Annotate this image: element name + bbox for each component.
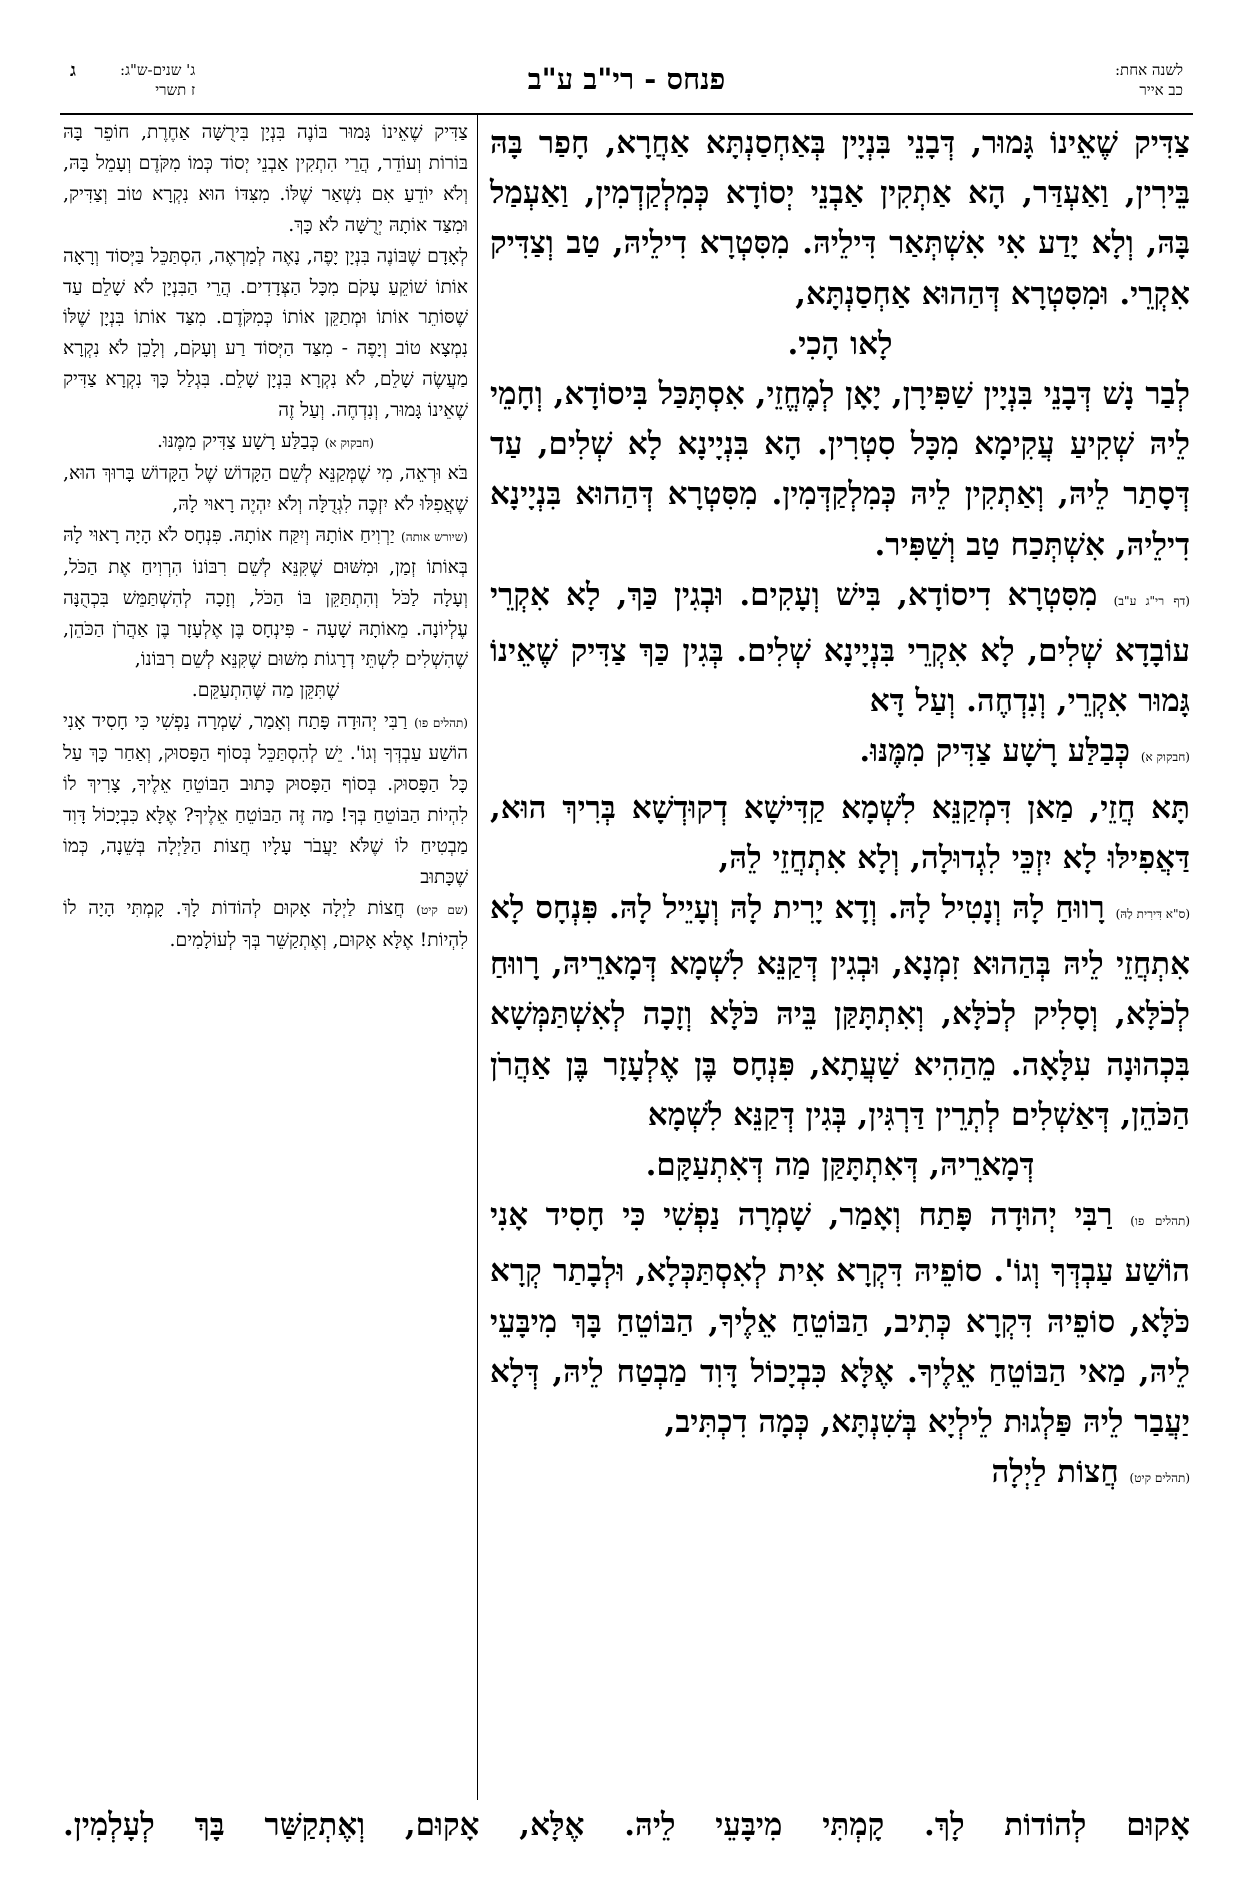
- hebrew-text: חֲצוֹת לַיְלָה אָקוּם לְהוֹדוֹת לָךְ. קָמְתִּי הָיָה לוֹ לִהְיוֹת! אֶלָּא אָקוּם, וְאֶתְקַשֵּׁר בְּךָ לְעוֹלָמִים.: [63, 897, 468, 951]
- header-left-line2: ז תשרי: [155, 81, 196, 99]
- aramaic-paragraph: [490, 1447, 1190, 1503]
- hebrew-text: כְּבַלַּע רָשָׁע צַדִּיק מִמֶּנּוּ.: [157, 431, 319, 453]
- page-title: פנחס - רי"ב ע"ב: [527, 62, 726, 96]
- aramaic-text: חֲצוֹת לַיְלָה: [991, 1454, 1119, 1491]
- hebrew-paragraph: [63, 676, 468, 707]
- header-left-line1: ג' שנים-ש"ג:: [120, 61, 196, 79]
- aramaic-text: צַדִּיק שֶׁאֵינוֹ גָּמוּר, דְּבָנֵי בִּנְיָין בְּאַחְסַנְתָּא אַחֲרָא, חָפַר בָּהּ בֵּירִין, וַאַעְדַּר, הָא אַתְקִין אַבְנֵי יְסוֹדָא כְּמִלְקַדְמִין, וַאַעְמַל בָּהּ, וְלָא יָדַע אִי אִשְׁתְּאַר דִּילֵיהּ. מִסִּטְרָא דִילֵיהּ, טַב וְצַדִּיק אִקְרֵי. וּמִסִּטְרָא דְּהַהוּא אַחְסַנְתָּא,: [490, 125, 1191, 312]
- aramaic-paragraph: [490, 570, 1190, 727]
- aramaic-paragraph: [490, 1190, 1190, 1447]
- aramaic-text: דְּמָארֵיהּ, דְּאִתְתָּקַּן מַה דְּאִתְעַקָּם.: [645, 1147, 1035, 1184]
- header-rule: [60, 113, 1193, 115]
- source-reference: (תהלים קיט): [1129, 1471, 1190, 1486]
- hebrew-translation-column: [63, 118, 468, 956]
- hebrew-text: שֶׁתִּקֵּן מַה שֶּׁהִתְעַקֵּם.: [191, 680, 340, 702]
- hebrew-text: צַדִּיק שֶׁאֵינוֹ גָּמוּר בּוֹנֶה בִּנְיָן בִּירֻשָּׁה אַחֶרֶת, חוֹפֵר בָּהּ בּוֹרוֹת וְעוֹדֵר, הֲרֵי הִתְקִין אַבְנֵי יְסוֹד כְּמוֹ מִקֹּדֶם וְעָמֵל בָּהּ, וְלֹא יוֹדֵעַ אִם נִשְׁאַר שֶׁלּוֹ. מִצִּדּוֹ הוּא נִקְרָא טוֹב וְצַדִּיק, וּמִצַּד אוֹתָהּ יְרֻשָּׁה לֹא כָּךְ.: [63, 122, 468, 236]
- hebrew-text: לְאָדָם שֶׁבּוֹנֶה בִּנְיָן יָפֶה, נָאֶה לְמַרְאֶה, הִסְתַּכֵּל בַּיְּסוֹד וְרָאָה אוֹתוֹ שׁוֹקֵעַ עָקֹם מִכָּל הַצְּדָדִים. הֲרֵי הַבִּנְיָן לֹא שָׁלֵם עַד שֶׁסּוֹתֵר אוֹתוֹ וּמְתַקֵּן אוֹתוֹ כְּמִקֹּדֶם. מִצַּד אוֹתוֹ בִּנְיָן שֶׁלּוֹ נִמְצָא טוֹב וְיָפֶה - מִצַּד הַיְּסוֹד רַע וְעָקֹם, וְלָכֵן לֹא נִקְרָא מַעֲשֶׂה שָׁלֵם, לֹא נִקְרָא בִּנְיָן שָׁלֵם. בִּגְלַל כָּךְ נִקְרָא צַדִּיק שֶׁאֵינוֹ גָּמוּר, וְנִדְחֶה. וְעַל זֶה: [63, 245, 468, 422]
- page-header: [70, 60, 1183, 108]
- source-reference: (חבקוק א): [324, 436, 374, 451]
- source-reference: (שם קיט): [416, 902, 469, 917]
- hebrew-paragraph: [63, 427, 468, 459]
- source-reference: (דף רי"ג ע"ב): [1113, 593, 1190, 608]
- aramaic-text: רָווּחַ לָהּ וְנָטִיל לָהּ. וְדָא יָרִית לָהּ וְעָיֵיל לָהּ. פִּנְחָס לָא אִתְחֲזֵי לֵיהּ בְּהַהוּא זִמְנָא, וּבְגִין דְּקַנֵּא לִשְׁמָא דְּמָארֵיהּ, רָווּחַ לְכֹלָּא, וְסָלִיק לְכֹלָּא, וְאִתְתָּקַּן בֵּיהּ כֹּלָּא וְזָכָה לְאִשְׁתַּמְּשָׁא בִּכְהוּנָה עִלָּאָה. מֵהַהִיא שַׁעֲתָא, פִּנְחָס בֶּן אֶלְעָזָר בֶּן אַהֲרֹן הַכֹּהֵן, דְּאַשְׁלִים לְתְרֵין דַּרְגִּין, בְּגִין דְּקַנֵּא לִשְׁמָא: [490, 890, 1190, 1133]
- column-divider: [477, 115, 478, 1800]
- aramaic-paragraph: [490, 118, 1190, 319]
- header-left: [120, 60, 195, 100]
- aramaic-paragraph: [490, 319, 1190, 369]
- aramaic-paragraph: [490, 726, 1190, 782]
- hebrew-text: בֹּא וּרְאֵה, מִי שֶׁמְּקַנֵּא לְשֵׁם הַקָּדוֹשׁ שֶׁל הַקָּדוֹשׁ בָּרוּךְ הוּא, שֶׁאֲפִלּוּ לֹא יִזְכֶּה לִגְדֻלָּה וְלֹא יִהְיֶה רָאוּי לָהּ,: [63, 462, 468, 515]
- header-right-line1: לשנה אחת:: [1115, 61, 1183, 79]
- hebrew-paragraph: [63, 242, 468, 427]
- aramaic-paragraph: [490, 369, 1190, 570]
- aramaic-paragraph: [490, 1140, 1190, 1190]
- header-right-line2: כב אייר: [1139, 81, 1183, 99]
- aramaic-text: תָּא חֲזֵי, מַאן דִּמְקַנֵּא לִשְׁמָא קַדִּישָׁא דְקוּדְשָׁא בְּרִיךְ הוּא, דַּאֲפִילּוּ לָא יִזְכֵּי לִגְדוּלָה, וְלָא אִתְחֲזֵי לֵהּ,: [490, 789, 1190, 876]
- hebrew-paragraph: [63, 459, 468, 521]
- hebrew-text: יַרְוִיחַ אוֹתָהּ וְיִקַּח אוֹתָהּ. פִּנְחָס לֹא הָיָה רָאוּי לָהּ בְּאוֹתוֹ זְמַן, וּמִשּׁוּם שֶׁקִּנֵּא לְשֵׁם רִבּוֹנוֹ הִרְוִיחַ אֶת הַכֹּל, וְעָלָה לַכֹּל וְהִתְתַּקֵּן בּוֹ הַכֹּל, וְזָכָה לְהִשְׁתַּמֵּשׁ בִּכְהֻנָּה עֶלְיוֹנָה. מֵאוֹתָהּ שָׁעָה - פִּינְחָס בֶּן אֶלְעָזָר בֶּן אַהֲרֹן הַכֹּהֵן, שֶׁהִשְׁלִים לִשְׁתֵּי דְרָגוֹת מִשּׁוּם שֶׁקִּנֵּא לְשֵׁם רִבּוֹנוֹ,: [63, 524, 468, 671]
- source-reference: (חבקוק א): [1140, 750, 1190, 765]
- hebrew-paragraph: [63, 118, 468, 242]
- hebrew-text: רַבִּי יְהוּדָה פָּתַח וְאָמַר, שָׁמְרָה נַפְשִׁי כִּי חָסִיד אָנִי הוֹשַׁע עַבְדְּךָ וְגוֹ'. יֵשׁ לְהִסְתַּכֵּל בְּסוֹף הַפָּסוּק, וְאַחַר כָּךְ עַל כָּל הַפָּסוּק. בְּסוֹף הַפָּסוּק כָּתוּב הַבּוֹטֵחַ אֵלֶיךָ, צָרִיךְ לוֹ לִהְיוֹת הַבּוֹטֵחַ בְּךָ! מַה זֶּה הַבּוֹטֵחַ אֵלֶיךָ? אֶלָּא כִּבְיָכוֹל דָּוִד מַבְטִיחַ לוֹ שֶׁלֹּא יַעֲבֹר עָלָיו חֲצוֹת הַלַּיְלָה בְּשֵׁנָה, כְּמוֹ שֶׁכָּתוּב: [63, 711, 468, 888]
- aramaic-paragraph: [490, 783, 1190, 883]
- hebrew-paragraph: [63, 521, 468, 677]
- aramaic-text: לָאו הָכִי.: [787, 325, 893, 362]
- source-reference: (שיורש אותה): [401, 529, 468, 544]
- aramaic-text: רַבִּי יְהוּדָה פָּתַח וְאָמַר, שָׁמְרָה נַפְשִׁי כִּי חָסִיד אָנִי הוֹשַׁע עַבְדְּךָ וְגוֹ'. סוֹפֵיהּ דִּקְרָא אִית לְאִסְתַּכְּלָא, וּלְבָתַר קְרָא כֹּלָּא, סוֹפֵיהּ דִּקְרָא כְּתִיב, הַבּוֹטֵחַ אֵלֶיךָ, הַבּוֹטֵחַ בָּךְ מִיבָּעֵי לֵיהּ, מַאי הַבּוֹטֵחַ אֵלֶיךָ. אֶלָּא כִּבְיָכוֹל דָּוִד מַבְטַח לֵיהּ, דְּלָא יַעֲבַר לֵיהּ פַּלְגוּת לֵילְיָא בְּשִׁנְתָּא, כְּמָה דִכְתִּיב,: [490, 1197, 1190, 1441]
- aramaic-paragraph: [490, 883, 1190, 1140]
- aramaic-text-column: [490, 118, 1190, 1503]
- aramaic-text: מִסִּטְרָא דִיסוֹדָא, בִּישׁ וְעָקִים. וּבְגִין כַּךְ, לָא אִקְרֵי עוֹבָדָא שְׁלִים, לָא אִקְרֵי בִּנְיָינָא שְׁלִים. בְּגִין כַּךְ צַדִּיק שֶׁאֵינוֹ גָּמוּר אִקְרֵי, וְנִדְחֶה. וְעַל דָּא: [490, 576, 1190, 720]
- aramaic-text: לְבַר נָשׁ דְּבָנֵי בִּנְיָין שַׁפִּירָן, יָאָן לְמֶחֱזֵי, אִסְתָּכַּל בִּיסוֹדָא, וְחָמֵי לֵיהּ שְׁקִיעַ עֲקִימָא מִכָּל סִטְרִין. הָא בִּנְיָינָא לָא שְׁלִים, עַד דְּסָתַר לֵיהּ, וְאַתְקִין לֵיהּ כְּמִלְקַדְּמִין. מִסִּטְרָא דְּהַהוּא בִּנְיָינָא דִילֵיהּ, אִשְׁתְּכַח טַב וְשַׁפִּיר.: [490, 376, 1190, 563]
- source-reference: (תהלים פו): [1130, 1214, 1190, 1229]
- hebrew-paragraph: [63, 707, 468, 893]
- source-reference: (תהלים פו): [414, 716, 468, 731]
- hebrew-paragraph: [63, 894, 468, 957]
- source-reference: (ס"א דִּירִית לַהּ): [1115, 907, 1191, 922]
- page-number: ג: [70, 60, 76, 81]
- bottom-line: אָקוּם לְהוֹדוֹת לָךְ. קָמְתִּי מִיבָּעֵי לֵיהּ. אֶלָּא, אָקוּם, וְאֶתְקַשַּׁר בָּךְ לְעָלְמִין.: [63, 1807, 1190, 1843]
- aramaic-text: כְּבַלַּע רָשָׁע צַדִּיק מִמֶּנּוּ.: [859, 733, 1131, 770]
